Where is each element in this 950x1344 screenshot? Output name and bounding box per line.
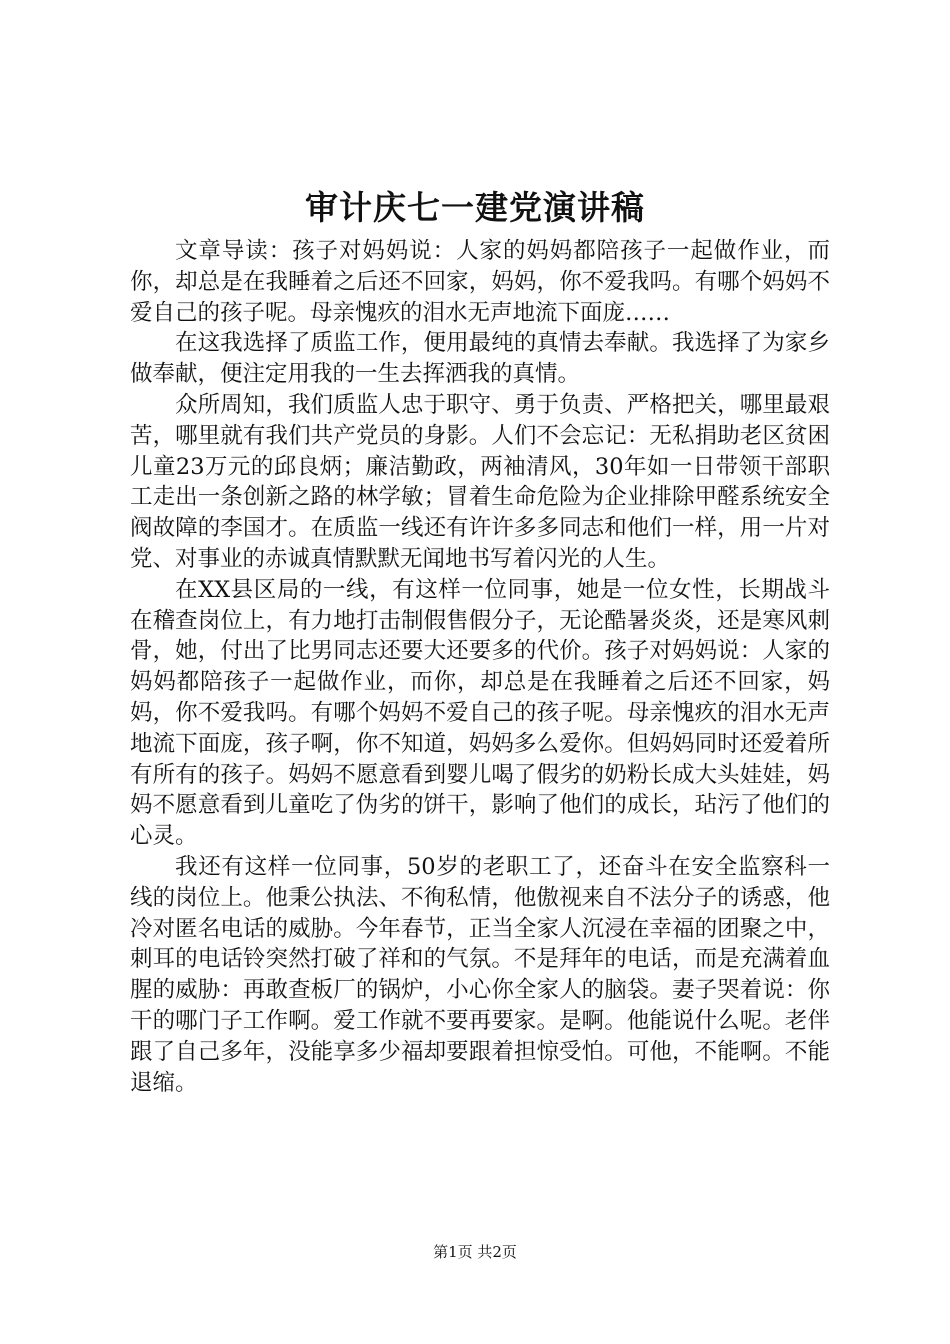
- paragraph-choice: 在这我选择了质监工作，便用最纯的真情去奉献。我选择了为家乡做奉献，便注定用我的一生去挥洒我的真情。: [130, 330, 830, 388]
- document-body: [130, 236, 830, 1098]
- paragraph-senior-colleague: 我还有这样一位同事，50岁的老职工了，还奋斗在安全监察科一线的岗位上。他秉公执法、不徇私情，他傲视来自不法分子的诱惑，他冷对匿名电话的威胁。今年春节，正当全家人沉浸在幸福的团聚之中，刺耳的电话铃突然打破了祥和的气氛。不是拜年的电话，而是充满着血腥的威胁：再敢查板厂的锅炉，小心你全家人的脑袋。妻子哭着说：你干的哪门子工作啊。爱工作就不要再要家。是啊。他能说什么呢。老伴跟了自己多年，没能享多少福却要跟着担惊受怕。可他，不能啊。不能退缩。: [130, 853, 830, 1096]
- paragraph-colleagues: 众所周知，我们质监人忠于职守、勇于负责、严格把关，哪里最艰苦，哪里就有我们共产党员的身影。人们不会忘记：无私捐助老区贫困儿童23万元的邱良炳；廉洁勤政，两袖清风，30年如一日带领干部职工走出一条创新之路的林学敏；冒着生命危险为企业排除甲醛系统安全阀故障的李国才。在质监一线还有许许多多同志和他们一样，用一片对党、对事业的赤诚真情默默无闻地书写着闪光的人生。: [130, 391, 830, 572]
- paragraph-female-colleague: 在XX县区局的一线，有这样一位同事，她是一位女性，长期战斗在稽查岗位上，有力地打击制假售假分子，无论酷暑炎炎，还是寒风刺骨，她，付出了比男同志还要大还要多的代价。孩子对妈妈说：人家的妈妈都陪孩子一起做作业，而你，却总是在我睡着之后还不回家，妈妈，你不爱我吗。有哪个妈妈不爱自己的孩子呢。母亲愧疚的泪水无声地流下面庞，孩子啊，你不知道，妈妈多么爱你。但妈妈同时还爱着所有所有的孩子。妈妈不愿意看到婴儿喝了假劣的奶粉长成大头娃娃，妈妈不愿意看到儿童吃了伪劣的饼干，影响了他们的成长，玷污了他们的心灵。: [130, 576, 830, 850]
- document-title: 审计庆七一建党演讲稿: [305, 188, 645, 227]
- page-footer: 第1页 共2页: [433, 1243, 517, 1261]
- paragraph-intro: 文章导读：孩子对妈妈说：人家的妈妈都陪孩子一起做作业，而你，却总是在我睡着之后还不回家，妈妈，你不爱我吗。有哪个妈妈不爱自己的孩子呢。母亲愧疚的泪水无声地流下面庞……: [130, 238, 830, 326]
